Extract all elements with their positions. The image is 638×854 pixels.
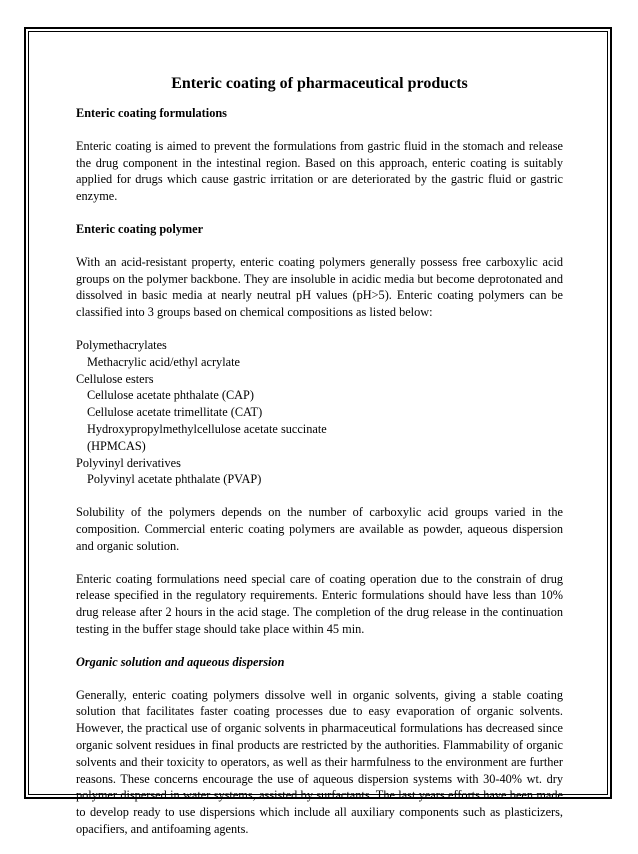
paragraph-organic-aqueous: Generally, enteric coating polymers dissolve well in organic solvents, giving a stable coating solution that facilitates faster coating processes due to easy evaporation of organic solvents. However, the practical use of organic solvents in pharmaceutical formulations has decreased since organic solvent residues in final products are restricted by the authorities. Flammability of organic solvents and their toxicity to operators, as well as their harmfulness to the environment are further reasons. These concerns encourage the use of aqueous dispersion systems with 30-40% wt. dry polymer dispersed in water systems, assisted by surfactants. The last years efforts have been made to develop ready to use dispersions which include all auxiliary components such as plasticizers, opacifiers, and antifoaming agents. (76, 687, 563, 836)
section-heading-organic-aqueous: Organic solution and aqueous dispersion (76, 654, 285, 669)
list-item: Cellulose acetate phthalate (CAP) (87, 388, 254, 403)
paragraph-formulations: Enteric coating is aimed to prevent the formulations from gastric fluid in the stomach and release the drug component in the intestinal region. Based on this approach, enteric coating is suitably applied for drugs which cause gastric irritation or are deteriorated by the gastric fluid or gastric enzyme. (76, 138, 563, 204)
section-heading-formulations: Enteric coating formulations (76, 106, 227, 120)
section-heading-polymer: Enteric coating polymer (76, 221, 204, 236)
list-item: Methacrylic acid/ethyl acrylate (87, 354, 240, 369)
paragraph-solubility: Solubility of the polymers depends on the number of carboxylic acid groups varied in the composition. Commercial enteric coating polymers are available as powder, aqueous dispersion and organic solution. (76, 505, 563, 553)
list-item: Hydroxypropylmethylcellulose acetate succinate (87, 421, 327, 436)
list-group-polymethacrylates: Polymethacrylates (76, 337, 167, 352)
list-item: Cellulose acetate trimellitate (CAT) (87, 405, 263, 420)
paragraph-regulatory: Enteric coating formulations need special care of coating operation due to the constrain of drug release specified in the regulatory requirements. Enteric formulations should have less than 10% drug release after 2 hours in the acid stage. The completion of the drug release in the continuation testing in the buffer stage should take place within 45 min. (76, 571, 563, 636)
polymer-group-list (76, 337, 563, 488)
document-title: Enteric coating of pharmaceutical products (171, 75, 468, 92)
list-group-cellulose-esters: Cellulose esters (76, 371, 154, 386)
list-group-polyvinyl-derivatives: Polyvinyl derivatives (76, 455, 181, 470)
paragraph-polymer-intro: With an acid-resistant property, enteric coating polymers generally possess free carboxylic acid groups on the polymer backbone. They are insoluble in acidic media but become deprotonated and dissolved in basic media at nearly neutral pH values (pH>5). Enteric coating polymers can be classified into 3 groups based on chemical compositions as listed below: (76, 254, 563, 320)
document-body (76, 74, 563, 854)
list-item: (HPMCAS) (87, 438, 146, 453)
list-item: Polyvinyl acetate phthalate (PVAP) (87, 472, 262, 487)
